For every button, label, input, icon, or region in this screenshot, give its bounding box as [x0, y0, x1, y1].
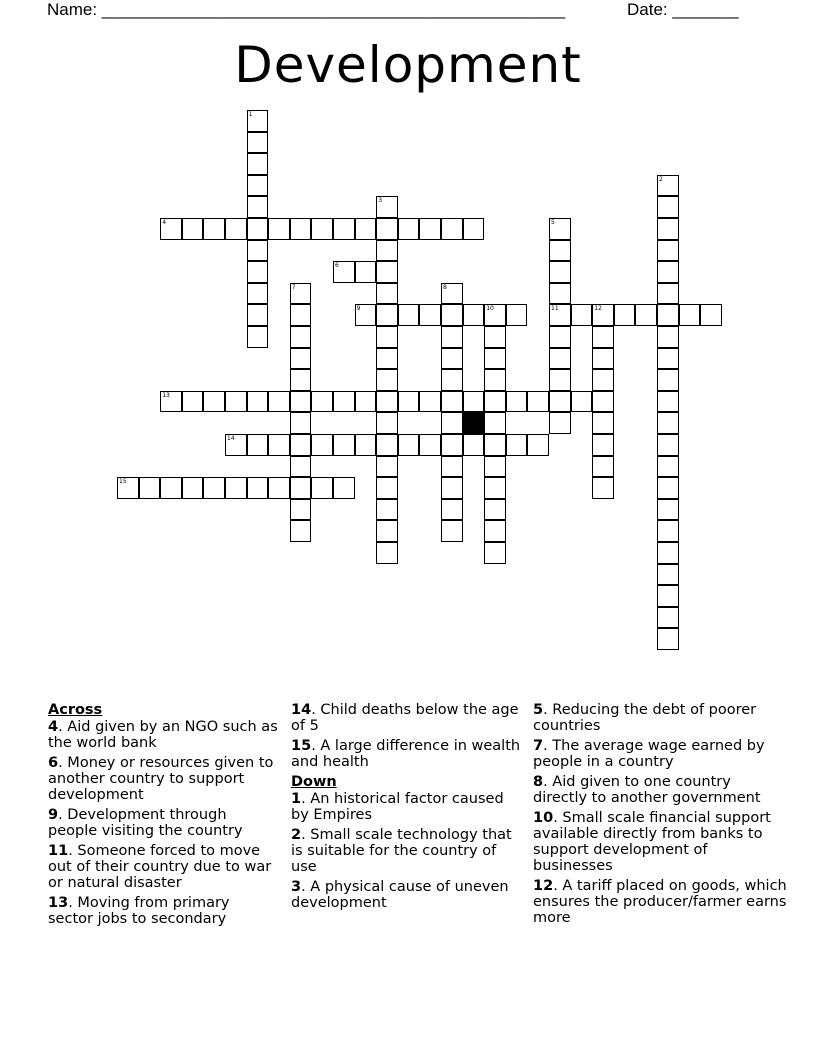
grid-cell[interactable]	[290, 412, 312, 434]
clue-number: 12	[594, 305, 602, 313]
clue-down-7: 7. The average wage earned by people in a country	[533, 738, 765, 770]
date-field-label: Date: _______	[627, 0, 739, 19]
grid-cell[interactable]	[549, 348, 571, 370]
page-title: Development	[234, 36, 582, 94]
grid-cell[interactable]	[203, 218, 225, 240]
clue-number: 2	[659, 175, 663, 183]
clue-down-1: 1. An historical factor caused by Empires	[291, 791, 504, 823]
grid-cell[interactable]	[484, 477, 506, 499]
clue-across-13: 13. Moving from primary sector jobs to secondary	[48, 895, 230, 927]
grid-cell[interactable]	[247, 153, 269, 175]
grid-cell[interactable]	[290, 456, 312, 478]
grid-cell[interactable]	[657, 369, 679, 391]
grid-cell[interactable]	[484, 520, 506, 542]
clue-down-12: 12. A tariff placed on goods, which ensures the producer/farmer earns more	[533, 878, 787, 926]
grid-cell[interactable]	[247, 196, 269, 218]
grid-cell[interactable]	[355, 391, 377, 413]
grid-cell[interactable]	[419, 218, 441, 240]
grid-cell[interactable]	[398, 218, 420, 240]
clue-down-2: 2. Small scale technology that is suitable for the country of use	[291, 827, 512, 875]
grid-cell[interactable]	[592, 391, 614, 413]
grid-cell[interactable]	[657, 240, 679, 262]
grid-cell[interactable]	[333, 434, 355, 456]
clue-number: 7	[291, 283, 296, 291]
grid-cell[interactable]	[571, 391, 593, 413]
grid-cell[interactable]	[657, 607, 679, 629]
grid-cell[interactable]	[117, 477, 139, 499]
clues-column-2	[291, 702, 526, 915]
grid-cell[interactable]	[484, 304, 506, 326]
clue-across-4: 4. Aid given by an NGO such as the world bank	[48, 719, 278, 751]
grid-cell[interactable]	[333, 391, 355, 413]
grid-cell[interactable]	[463, 304, 485, 326]
grid-cell[interactable]	[247, 240, 269, 262]
grid-cell[interactable]	[700, 304, 722, 326]
grid-cell[interactable]	[376, 542, 398, 564]
grid-cell[interactable]	[225, 477, 247, 499]
across-heading: Across	[48, 702, 103, 718]
clue-number: 3	[378, 197, 383, 205]
grid-cell[interactable]	[225, 391, 247, 413]
grid-cell[interactable]	[657, 304, 679, 326]
clue-number: 1	[248, 111, 253, 118]
grid-cell[interactable]	[376, 304, 398, 326]
grid-cell[interactable]	[247, 434, 269, 456]
clue-down-3: 3. A physical cause of uneven development	[291, 879, 509, 911]
grid-cell[interactable]	[527, 434, 549, 456]
grid-cell[interactable]	[398, 391, 420, 413]
grid-cell[interactable]	[571, 304, 593, 326]
grid-cell[interactable]	[484, 326, 506, 348]
grid-cell[interactable]	[441, 304, 463, 326]
grid-cell[interactable]	[311, 434, 333, 456]
grid-cell[interactable]	[441, 369, 463, 391]
grid-cell[interactable]	[441, 477, 463, 499]
clues-column-3	[533, 702, 788, 930]
grid-cell[interactable]	[290, 304, 312, 326]
grid-cell[interactable]	[290, 283, 312, 305]
grid-cell[interactable]	[182, 391, 204, 413]
clue-across-9: 9. Development through people visiting the country	[48, 807, 243, 839]
grid-cell[interactable]	[247, 261, 269, 283]
grid-cell[interactable]	[376, 369, 398, 391]
grid-cell[interactable]	[290, 348, 312, 370]
grid-cell[interactable]	[376, 348, 398, 370]
grid-cell[interactable]	[484, 348, 506, 370]
clue-number: 14	[227, 435, 235, 442]
grid-cell[interactable]	[225, 434, 247, 456]
grid-cell[interactable]	[419, 391, 441, 413]
grid-cell[interactable]	[376, 520, 398, 542]
grid-cell[interactable]	[355, 261, 377, 283]
grid-cell[interactable]	[484, 499, 506, 521]
name-field-label: Name: _________________________________________________	[47, 0, 566, 19]
grid-cell[interactable]	[441, 412, 463, 434]
grid-cell[interactable]	[484, 456, 506, 478]
grid-cell[interactable]	[657, 261, 679, 283]
grid-cell[interactable]	[657, 564, 679, 586]
grid-cell[interactable]	[290, 391, 312, 413]
grid-cell[interactable]	[484, 412, 506, 434]
grid-cell[interactable]	[268, 434, 290, 456]
clue-number: 15	[119, 478, 127, 486]
down-heading: Down	[291, 774, 337, 790]
grid-cell[interactable]	[247, 132, 269, 154]
clue-number: 4	[162, 219, 167, 226]
grid-cell[interactable]	[398, 304, 420, 326]
grid-cell[interactable]	[419, 304, 441, 326]
grid-cell[interactable]	[592, 456, 614, 478]
grid-cell[interactable]	[592, 412, 614, 434]
grid-cell[interactable]	[592, 369, 614, 391]
grid-cell[interactable]	[376, 456, 398, 478]
clue-number: 11	[551, 305, 559, 313]
grid-cell[interactable]	[463, 434, 485, 456]
grid-cell[interactable]	[290, 520, 312, 542]
grid-cell[interactable]	[527, 391, 549, 413]
clue-down-8: 8. Aid given to one country directly to another government	[533, 774, 761, 806]
grid-cell[interactable]	[160, 477, 182, 499]
grid-cell[interactable]	[376, 499, 398, 521]
grid-cell[interactable]	[441, 283, 463, 305]
grid-cell[interactable]	[657, 542, 679, 564]
grid-cell[interactable]	[484, 391, 506, 413]
grid-cell[interactable]	[614, 304, 636, 326]
grid-cell[interactable]	[247, 391, 269, 413]
clue-number: 8	[443, 283, 447, 291]
grid-cell[interactable]	[549, 218, 571, 240]
grid-cell[interactable]	[203, 391, 225, 413]
grid-cell[interactable]	[549, 391, 571, 413]
grid-cell[interactable]	[311, 218, 333, 240]
grid-cell[interactable]	[355, 434, 377, 456]
grid-cell[interactable]	[290, 369, 312, 391]
grid-cell[interactable]	[441, 391, 463, 413]
grid-cell[interactable]	[657, 520, 679, 542]
grid-cell[interactable]	[506, 434, 528, 456]
grid-cell[interactable]	[376, 391, 398, 413]
grid-cell[interactable]	[549, 304, 571, 326]
grid-cell[interactable]	[333, 477, 355, 499]
grid-cell[interactable]	[592, 477, 614, 499]
grid-cell[interactable]	[376, 218, 398, 240]
grid-cell[interactable]	[290, 218, 312, 240]
clue-number: 5	[551, 219, 555, 226]
grid-cell[interactable]	[247, 326, 269, 348]
grid-cell[interactable]	[484, 434, 506, 456]
grid-cell[interactable]	[657, 585, 679, 607]
grid-cell[interactable]	[679, 304, 701, 326]
grid-cell[interactable]	[376, 477, 398, 499]
grid-cell[interactable]	[441, 348, 463, 370]
grid-cell[interactable]	[592, 348, 614, 370]
grid-cell[interactable]	[247, 283, 269, 305]
grid-cell[interactable]	[657, 477, 679, 499]
grid-cell[interactable]	[549, 326, 571, 348]
grid-cell[interactable]	[160, 218, 182, 240]
grid-cell[interactable]	[657, 326, 679, 348]
grid-cell[interactable]	[441, 520, 463, 542]
grid-cell[interactable]	[333, 218, 355, 240]
grid-cell[interactable]	[657, 456, 679, 478]
grid-cell[interactable]	[355, 304, 377, 326]
grid-cell[interactable]	[484, 542, 506, 564]
grid-cell[interactable]	[160, 391, 182, 413]
grid-cell[interactable]	[376, 196, 398, 218]
grid-cell[interactable]	[376, 240, 398, 262]
clue-across-14: 14. Child deaths below the age of 5	[291, 702, 519, 734]
grid-cell[interactable]	[311, 391, 333, 413]
grid-cell[interactable]	[290, 477, 312, 499]
clue-number: 13	[162, 391, 170, 399]
grid-cell[interactable]	[247, 175, 269, 197]
grid-cell[interactable]	[506, 391, 528, 413]
grid-cell[interactable]	[268, 218, 290, 240]
grid-cell[interactable]	[225, 218, 247, 240]
grid-cell[interactable]	[290, 499, 312, 521]
grid-cell[interactable]	[592, 304, 614, 326]
grid-cell[interactable]	[139, 477, 161, 499]
grid-cell[interactable]	[441, 326, 463, 348]
grid-cell[interactable]	[657, 628, 679, 650]
grid-cell[interactable]	[182, 477, 204, 499]
clue-across-11: 11. Someone forced to move out of their country due to war or natural disaster	[48, 843, 272, 891]
grid-cell[interactable]	[247, 477, 269, 499]
clue-across-6: 6. Money or resources given to another country to support development	[48, 755, 274, 803]
grid-cell[interactable]	[549, 240, 571, 262]
grid-cell[interactable]	[549, 261, 571, 283]
grid-cell[interactable]	[333, 261, 355, 283]
clues-column-1	[48, 702, 278, 931]
grid-cell[interactable]	[247, 304, 269, 326]
clue-down-10: 10. Small scale financial support available directly from banks to support development of businesses	[533, 810, 771, 874]
grid-cell[interactable]	[203, 477, 225, 499]
black-cell	[463, 412, 485, 434]
grid-cell[interactable]	[657, 283, 679, 305]
grid-cell[interactable]	[657, 348, 679, 370]
clue-down-5: 5. Reducing the debt of poorer countries	[533, 702, 757, 734]
grid-cell[interactable]	[441, 456, 463, 478]
grid-cell[interactable]	[592, 326, 614, 348]
grid-cell[interactable]	[441, 218, 463, 240]
grid-cell[interactable]	[376, 326, 398, 348]
grid-cell[interactable]	[657, 218, 679, 240]
grid-cell[interactable]	[549, 369, 571, 391]
grid-cell[interactable]	[657, 196, 679, 218]
grid-cell[interactable]	[657, 412, 679, 434]
grid-cell[interactable]	[376, 283, 398, 305]
grid-cell[interactable]	[290, 434, 312, 456]
grid-cell[interactable]	[311, 477, 333, 499]
grid-cell[interactable]	[657, 499, 679, 521]
grid-cell[interactable]	[398, 434, 420, 456]
grid-cell[interactable]	[506, 304, 528, 326]
grid-cell[interactable]	[549, 283, 571, 305]
grid-cell[interactable]	[549, 412, 571, 434]
clue-number: 9	[356, 305, 361, 313]
grid-cell[interactable]	[657, 434, 679, 456]
grid-cell[interactable]	[463, 391, 485, 413]
grid-cell[interactable]	[441, 434, 463, 456]
grid-cell[interactable]	[419, 434, 441, 456]
grid-cell[interactable]	[268, 477, 290, 499]
grid-cell[interactable]	[268, 391, 290, 413]
grid-cell[interactable]	[441, 499, 463, 521]
grid-cell[interactable]	[247, 110, 269, 132]
grid-cell[interactable]	[592, 434, 614, 456]
grid-cell[interactable]	[376, 261, 398, 283]
grid-cell[interactable]	[376, 412, 398, 434]
grid-cell[interactable]	[635, 304, 657, 326]
grid-cell[interactable]	[182, 218, 204, 240]
grid-cell[interactable]	[247, 218, 269, 240]
grid-cell[interactable]	[484, 369, 506, 391]
clue-number: 6	[335, 262, 339, 270]
grid-cell[interactable]	[657, 175, 679, 197]
clue-number: 10	[486, 305, 494, 313]
grid-cell[interactable]	[290, 326, 312, 348]
grid-cell[interactable]	[657, 391, 679, 413]
grid-cell[interactable]	[376, 434, 398, 456]
clue-across-15: 15. A large difference in wealth and health	[291, 738, 521, 770]
grid-cell[interactable]	[355, 218, 377, 240]
grid-cell[interactable]	[463, 218, 485, 240]
